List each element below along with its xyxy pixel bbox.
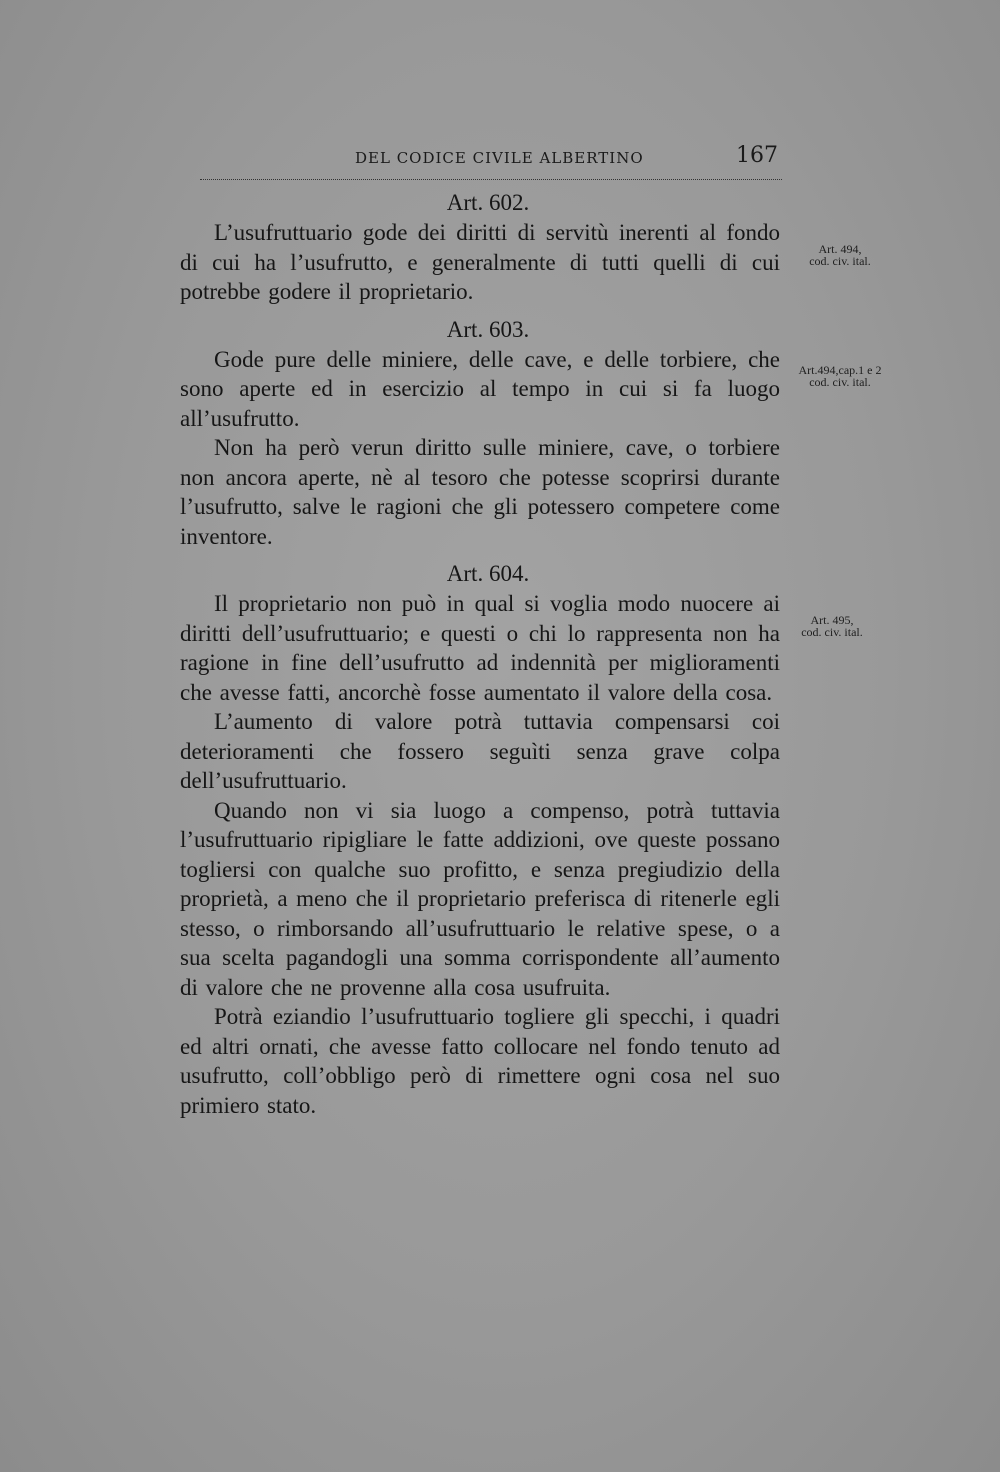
page-number: 167 bbox=[736, 143, 778, 168]
note-line: cod. civ. ital. bbox=[801, 625, 863, 639]
paragraph: Gode pure delle miniere, delle cave, e delle torbiere, che sono aperte ed in esercizio al tempo in cui si fa luogo all’usufrutto. bbox=[180, 346, 780, 431]
paragraph: L’aumento di valore potrà tuttavia compensarsi coi deterioramenti che fossero seguìti senza grave colpa dell’usufruttuario. bbox=[180, 709, 780, 793]
article-heading: Art. 604. bbox=[446, 561, 530, 586]
page-header bbox=[200, 143, 782, 180]
paragraph: Potrà eziandio l’usufruttuario togliere gli specchi, i quadri ed altri ornati, che avesse fatto collocare nel fondo tenuto ad usufrutto, coll’obbligo però di rimettere ogni cosa nel suo primiero stato. bbox=[180, 1004, 780, 1118]
note-line: Art. 494, bbox=[818, 242, 862, 256]
paragraph: Il proprietario non può in qual si voglia modo nuocere ai diritti dell’usufruttuario; e questi o chi lo rappresenta non ha ragione in fine dell’usufrutto ad indennità per miglioramenti che avesse fatti, ancorchè fosse aumentato il valore della cosa. bbox=[180, 591, 780, 705]
note-line: Art. 495, bbox=[810, 613, 854, 627]
article-602 bbox=[180, 188, 780, 307]
paragraph: Quando non vi sia luogo a compenso, potrà tuttavia l’usufruttuario ripigliare le fatte addizioni, ove queste possano togliersi con qualche suo profitto, e senza pregiudizio della proprietà, a meno che il proprietario preferisca di ritenerle egli stesso, o rimborsando all’usufruttuario le relative spese, o a sua scelta pagandogli una somma corrispondente all’aumento di valore che ne provenne alla cosa usufruita. bbox=[180, 797, 780, 1000]
article-603 bbox=[180, 315, 780, 552]
note-line: cod. civ. ital. bbox=[809, 254, 871, 268]
marginal-note-602 bbox=[790, 243, 890, 267]
body-text bbox=[180, 188, 780, 1120]
note-line: Art.494,cap.1 e 2 bbox=[798, 363, 882, 377]
paragraph: L’usufruttuario gode dei diritti di servitù inerenti al fondo di cui ha l’usufrutto, e generalmente di tutti quelli di cui potrebbe godere il proprietario. bbox=[180, 220, 780, 304]
marginal-note-604 bbox=[782, 614, 882, 638]
note-line: cod. civ. ital. bbox=[809, 375, 871, 389]
article-604 bbox=[180, 559, 780, 1120]
running-title: DEL CODICE CIVILE ALBERTINO bbox=[355, 149, 644, 167]
article-heading: Art. 602. bbox=[446, 190, 530, 215]
paragraph: Non ha però verun diritto sulle miniere, cave, o torbiere non ancora aperte, nè al tesoro che potesse scoprirsi durante l’usufrutto, salve le ragioni che gli potessero competere come inventore. bbox=[180, 435, 780, 549]
marginal-note-603 bbox=[786, 364, 894, 388]
article-heading: Art. 603. bbox=[446, 316, 530, 342]
